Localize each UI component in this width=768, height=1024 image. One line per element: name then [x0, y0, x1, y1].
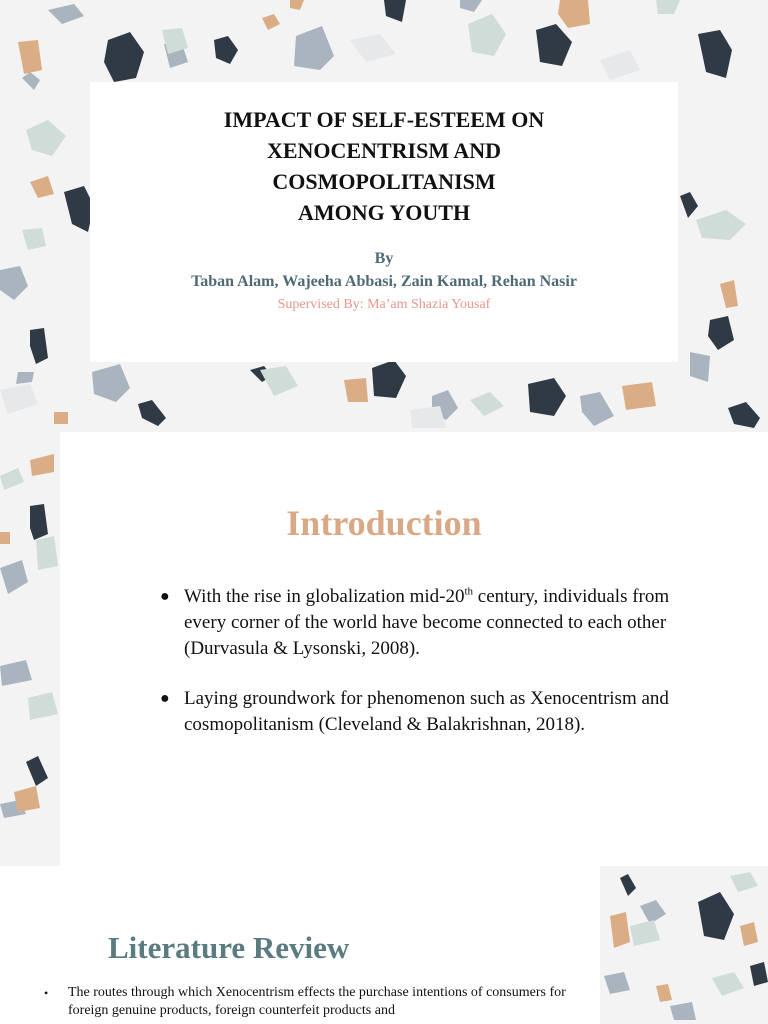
title-card — [90, 82, 678, 362]
by-label: By — [374, 250, 394, 267]
author-list: Taban Alam, Wajeeha Abbasi, Zain Kamal, Rehan Nasir — [191, 273, 577, 290]
bullet-dot-icon: • — [44, 986, 49, 1000]
presentation-title — [90, 82, 678, 228]
title-line-1: IMPACT OF SELF-ESTEEM ON — [223, 107, 545, 132]
title-line-3: COSMOPOLITANISM — [272, 169, 496, 194]
bullet-text-start: With the rise in globalization mid-20 — [184, 586, 465, 607]
literature-bullet-list — [44, 984, 584, 1020]
list-item — [44, 984, 584, 1020]
bullet-text: Laying groundwork for phenomenon such as Xenocentrism and cosmopolitanism (Cleveland & Balakrishnan, 2018). — [184, 688, 669, 735]
literature-review-slide — [0, 866, 768, 1024]
bullet-dot-icon: ● — [160, 690, 170, 707]
terrazzo-corner — [600, 866, 768, 1024]
title-slide — [0, 0, 768, 432]
literature-review-heading: Literature Review — [108, 929, 350, 965]
terrazzo-side-strip — [0, 432, 60, 866]
title-line-4: AMONG YOUTH — [297, 200, 471, 225]
bullet-text: The routes through which Xenocentrism effects the purchase intentions of consumers for foreign genuine products, foreign counterfeit products and — [68, 985, 566, 1018]
superscript-th: th — [464, 585, 474, 598]
list-item — [158, 686, 698, 738]
supervisor-line: Supervised By: Ma’am Shazia Yousaf — [277, 297, 491, 312]
introduction-slide — [0, 432, 768, 866]
bullet-text-end: century, individuals from every corner of the world have become connected to each other (Durvasula & Lysonski, 2008). — [184, 586, 670, 659]
introduction-heading: Introduction — [286, 503, 482, 544]
list-item — [158, 584, 698, 662]
bullet-dot-icon: ● — [160, 588, 170, 605]
introduction-bullet-list — [158, 584, 698, 762]
title-line-2: XENOCENTRISM AND — [266, 138, 502, 163]
